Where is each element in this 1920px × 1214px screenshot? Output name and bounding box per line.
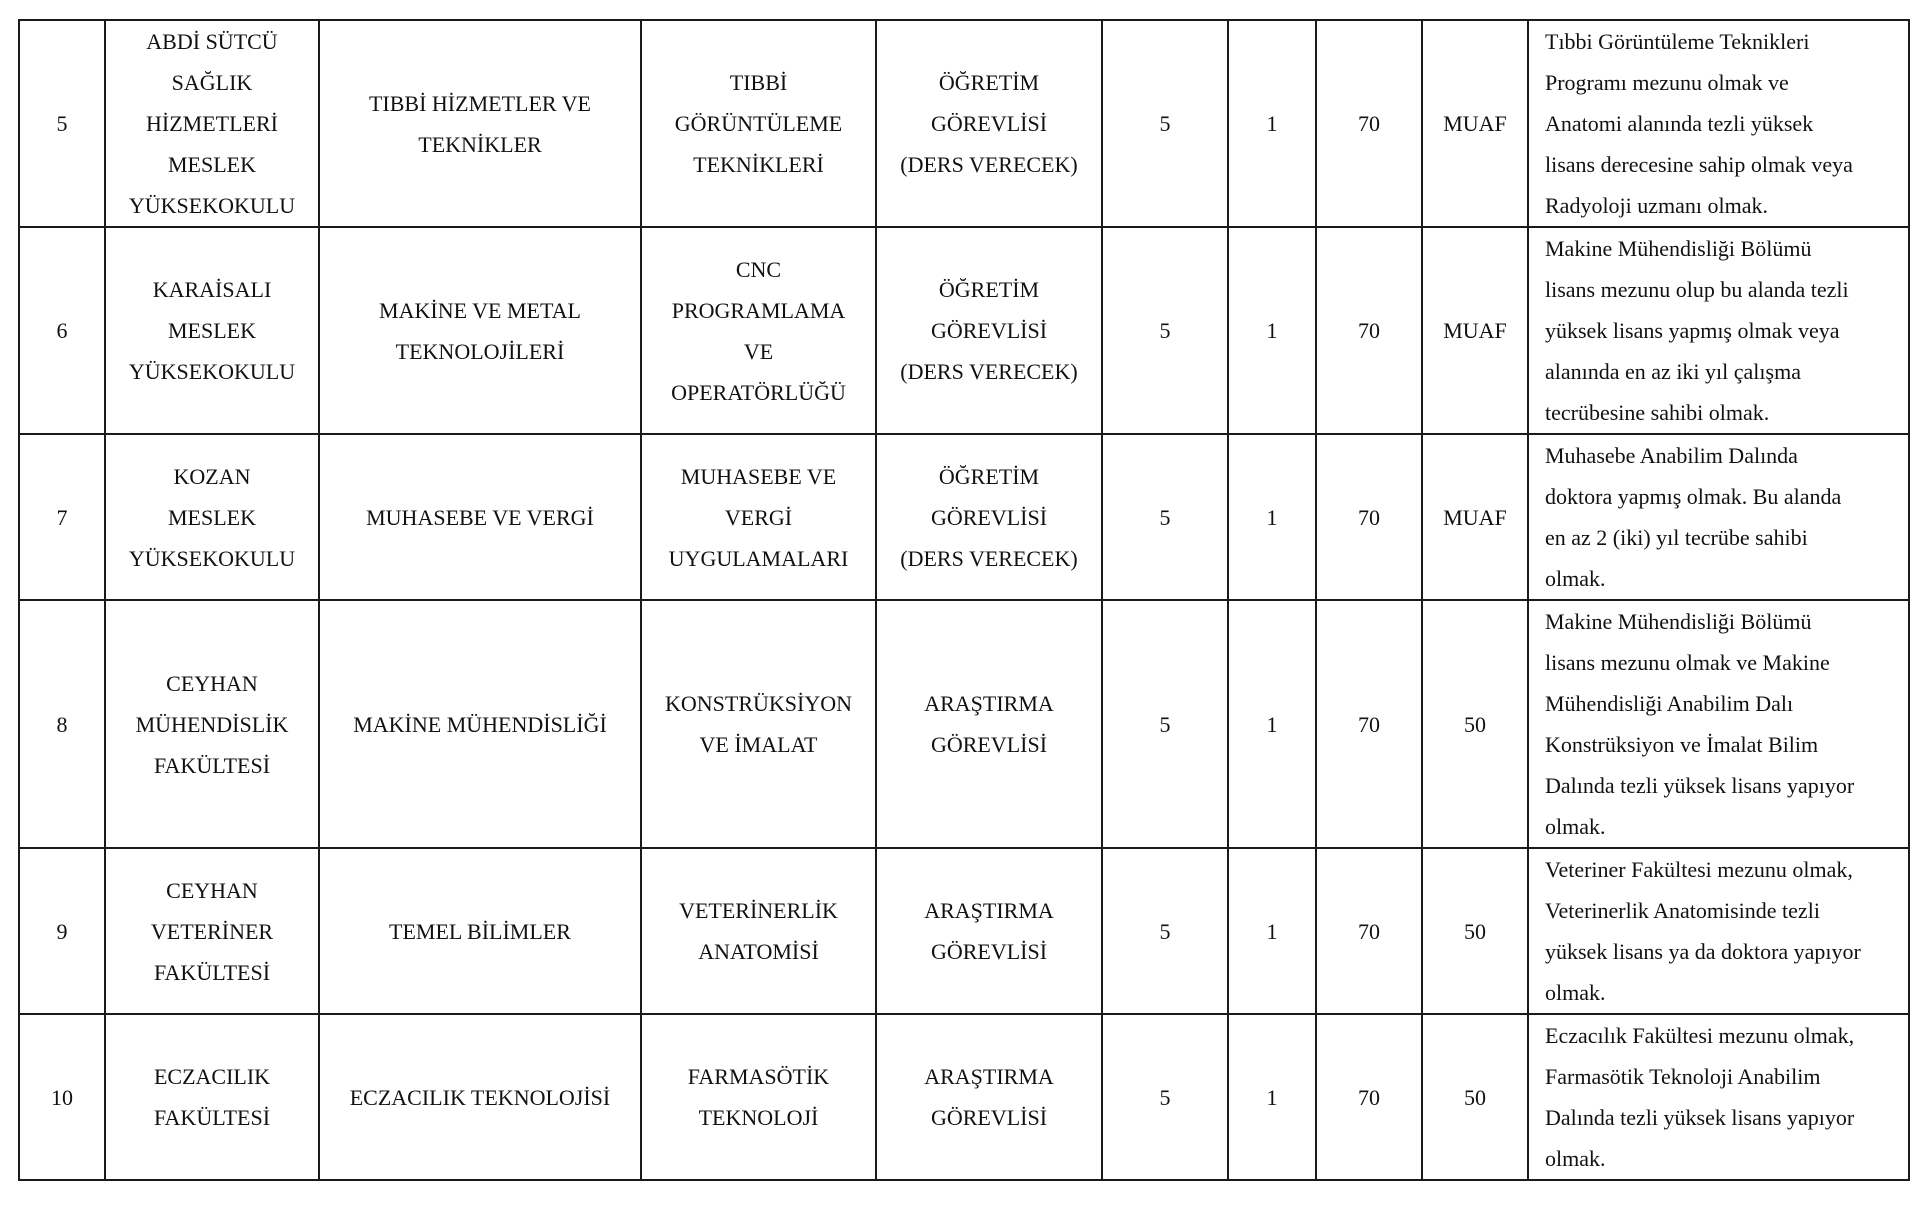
degree-cell: [1102, 227, 1228, 434]
requirements-cell: [1528, 600, 1909, 848]
unit-line: MESLEK: [168, 318, 256, 343]
department-line: TEKNİKLER: [418, 131, 542, 157]
count-cell: [1228, 600, 1316, 848]
unit-line: KOZAN: [173, 463, 251, 489]
program-cell: [641, 600, 876, 848]
department-line: MAKİNE VE METAL: [379, 297, 581, 323]
requirements-line: lisans derecesine sahip olmak veya: [1545, 152, 1853, 177]
count-value: 1: [1266, 918, 1278, 944]
language-score-value: 50: [1464, 1084, 1486, 1110]
requirements-line: lisans mezunu olmak ve Makine: [1545, 650, 1830, 675]
count-cell: [1228, 1014, 1316, 1180]
row-number-cell: [19, 1014, 105, 1180]
unit-line: MÜHENDİSLİK: [135, 711, 289, 737]
degree-value: 5: [1159, 318, 1171, 343]
unit-line: VETERİNER: [150, 918, 274, 944]
requirements-line: Veterinerlik Anatomisinde tezli: [1545, 898, 1820, 923]
program-cell: [641, 434, 876, 600]
unit-line: KARAİSALI: [152, 277, 272, 302]
requirements-line: Makine Mühendisliği Bölümü: [1545, 236, 1812, 261]
degree-value: 5: [1159, 918, 1171, 944]
requirements-line: en az 2 (iki) yıl tecrübe sahibi: [1545, 525, 1808, 550]
count-value: 1: [1266, 318, 1278, 343]
language-score-value: MUAF: [1443, 504, 1507, 530]
position-title-cell: [876, 227, 1102, 434]
unit-line: CEYHAN: [166, 670, 258, 696]
position-title-cell: [876, 20, 1102, 227]
department-cell: [319, 434, 641, 600]
language-score-value: 50: [1464, 711, 1486, 737]
department-cell: [319, 20, 641, 227]
position-title-line: GÖREVLİSİ: [930, 111, 1048, 136]
position-title-cell: [876, 600, 1102, 848]
program-line: MUHASEBE VE: [680, 463, 837, 489]
unit-line: YÜKSEKOKULU: [128, 359, 296, 384]
ales-score-cell: [1316, 848, 1422, 1014]
ales-score-value: 70: [1358, 111, 1380, 136]
requirements-cell: [1528, 227, 1909, 434]
language-score-cell: [1422, 600, 1528, 848]
program-line: ANATOMİSİ: [698, 939, 819, 964]
unit-cell: [105, 227, 319, 434]
requirements-line: Makine Mühendisliği Bölümü: [1545, 609, 1812, 634]
unit-line: YÜKSEKOKULU: [128, 193, 296, 218]
position-title-line: (DERS VERECEK): [900, 545, 1078, 571]
unit-cell: [105, 434, 319, 600]
count-cell: [1228, 227, 1316, 434]
row-number-value: 5: [56, 111, 68, 136]
row-number-cell: [19, 227, 105, 434]
position-title-cell: [876, 848, 1102, 1014]
unit-line: HİZMETLERİ: [146, 111, 278, 136]
program-line: FARMASÖTİK: [687, 1064, 830, 1089]
position-title-line: ARAŞTIRMA: [924, 691, 1054, 716]
position-title-cell: [876, 434, 1102, 600]
ales-score-cell: [1316, 600, 1422, 848]
position-title-line: ÖĞRETİM: [938, 463, 1040, 489]
ales-score-cell: [1316, 20, 1422, 227]
department-cell: [319, 1014, 641, 1180]
position-title-line: ARAŞTIRMA: [924, 898, 1054, 923]
requirements-line: Veteriner Fakültesi mezunu olmak,: [1545, 857, 1853, 882]
department-line: MAKİNE MÜHENDİSLİĞİ: [353, 711, 607, 737]
unit-line: FAKÜLTESİ: [153, 752, 271, 778]
position-title-line: GÖREVLİSİ: [930, 732, 1048, 757]
position-title-line: ÖĞRETİM: [938, 70, 1040, 95]
requirements-line: lisans mezunu olup bu alanda tezli: [1545, 277, 1849, 302]
requirements-line: olmak.: [1545, 814, 1606, 839]
department-line: MUHASEBE VE VERGİ: [366, 504, 594, 530]
unit-line: FAKÜLTESİ: [153, 1105, 271, 1130]
requirements-line: Konstrüksiyon ve İmalat Bilim: [1545, 732, 1819, 757]
requirements-line: Radyoloji uzmanı olmak.: [1545, 193, 1769, 218]
ales-score-cell: [1316, 227, 1422, 434]
unit-line: MESLEK: [168, 504, 256, 530]
count-value: 1: [1266, 111, 1278, 136]
row-number-cell: [19, 434, 105, 600]
unit-cell: [105, 848, 319, 1014]
degree-value: 5: [1159, 711, 1171, 737]
unit-cell: [105, 1014, 319, 1180]
position-title-line: (DERS VERECEK): [900, 359, 1078, 384]
requirements-line: tecrübesine sahibi olmak.: [1545, 400, 1770, 425]
count-cell: [1228, 434, 1316, 600]
unit-line: SAĞLIK: [171, 70, 253, 95]
row-number-value: 6: [56, 318, 68, 343]
language-score-value: MUAF: [1443, 318, 1507, 343]
position-title-line: GÖREVLİSİ: [930, 1105, 1048, 1130]
degree-cell: [1102, 434, 1228, 600]
requirements-line: doktora yapmış olmak. Bu alanda: [1545, 484, 1842, 509]
row-number-value: 10: [51, 1084, 73, 1110]
row-number-cell: [19, 600, 105, 848]
unit-cell: [105, 600, 319, 848]
count-value: 1: [1266, 504, 1278, 530]
ales-score-value: 70: [1358, 1084, 1380, 1110]
program-line: VETERİNERLİK: [679, 898, 838, 923]
table-row: [19, 227, 1909, 434]
degree-cell: [1102, 1014, 1228, 1180]
positions-table: [18, 19, 1910, 1181]
requirements-line: yüksek lisans yapmış olmak veya: [1545, 318, 1840, 343]
unit-cell: [105, 20, 319, 227]
program-line: TIBBİ: [729, 70, 788, 95]
row-number-value: 8: [56, 711, 68, 737]
unit-line: ECZACILIK: [153, 1064, 271, 1089]
program-line: CNC: [735, 256, 782, 282]
department-cell: [319, 600, 641, 848]
language-score-cell: [1422, 1014, 1528, 1180]
department-line: TEKNOLOJİLERİ: [395, 338, 565, 364]
requirements-cell: [1528, 1014, 1909, 1180]
program-line: OPERATÖRLÜĞÜ: [671, 379, 846, 405]
requirements-line: Programı mezunu olmak ve: [1545, 70, 1789, 95]
ales-score-cell: [1316, 1014, 1422, 1180]
requirements-line: Muhasebe Anabilim Dalında: [1545, 443, 1798, 468]
program-line: TEKNİKLERİ: [693, 152, 824, 177]
position-title-line: GÖREVLİSİ: [930, 504, 1048, 530]
table-row: [19, 20, 1909, 227]
ales-score-cell: [1316, 434, 1422, 600]
requirements-cell: [1528, 434, 1909, 600]
requirements-line: Farmasötik Teknoloji Anabilim: [1545, 1064, 1821, 1089]
degree-value: 5: [1159, 111, 1171, 136]
position-title-line: GÖREVLİSİ: [930, 939, 1048, 964]
degree-cell: [1102, 600, 1228, 848]
position-title-line: (DERS VERECEK): [900, 152, 1078, 177]
unit-line: MESLEK: [168, 152, 256, 177]
department-line: ECZACILIK TEKNOLOJİSİ: [349, 1084, 611, 1110]
count-cell: [1228, 848, 1316, 1014]
requirements-cell: [1528, 20, 1909, 227]
program-cell: [641, 848, 876, 1014]
row-number-cell: [19, 848, 105, 1014]
row-number-value: 7: [56, 504, 68, 530]
requirements-line: olmak.: [1545, 980, 1606, 1005]
unit-line: FAKÜLTESİ: [153, 959, 271, 985]
department-line: TEMEL BİLİMLER: [389, 918, 571, 944]
program-line: VERGİ: [724, 504, 793, 530]
degree-value: 5: [1159, 1084, 1171, 1110]
positions-table-body: [19, 20, 1909, 1180]
unit-line: ABDİ SÜTCÜ: [146, 29, 278, 54]
requirements-cell: [1528, 848, 1909, 1014]
unit-line: YÜKSEKOKULU: [128, 545, 296, 571]
requirements-line: Anatomi alanında tezli yüksek: [1545, 111, 1814, 136]
degree-value: 5: [1159, 504, 1171, 530]
table-row: [19, 848, 1909, 1014]
program-line: GÖRÜNTÜLEME: [674, 111, 843, 136]
unit-line: CEYHAN: [166, 877, 258, 903]
position-title-line: ÖĞRETİM: [938, 277, 1040, 302]
language-score-value: 50: [1464, 918, 1486, 944]
ales-score-value: 70: [1358, 318, 1380, 343]
ales-score-value: 70: [1358, 918, 1380, 944]
program-cell: [641, 227, 876, 434]
language-score-cell: [1422, 848, 1528, 1014]
department-cell: [319, 227, 641, 434]
program-cell: [641, 20, 876, 227]
position-title-line: GÖREVLİSİ: [930, 318, 1048, 343]
position-title-cell: [876, 1014, 1102, 1180]
requirements-line: alanında en az iki yıl çalışma: [1545, 359, 1801, 384]
program-line: PROGRAMLAMA: [671, 297, 846, 323]
requirements-line: olmak.: [1545, 566, 1606, 591]
language-score-cell: [1422, 227, 1528, 434]
requirements-line: Dalında tezli yüksek lisans yapıyor: [1545, 773, 1855, 798]
row-number-value: 9: [56, 918, 68, 944]
ales-score-value: 70: [1358, 711, 1380, 737]
count-value: 1: [1266, 711, 1278, 737]
degree-cell: [1102, 848, 1228, 1014]
requirements-line: Dalında tezli yüksek lisans yapıyor: [1545, 1105, 1855, 1130]
department-line: TIBBİ HİZMETLER VE: [368, 90, 591, 116]
program-line: KONSTRÜKSİYON: [664, 691, 852, 716]
count-cell: [1228, 20, 1316, 227]
requirements-line: olmak.: [1545, 1146, 1606, 1171]
table-row: [19, 434, 1909, 600]
department-cell: [319, 848, 641, 1014]
requirements-line: Tıbbi Görüntüleme Teknikleri: [1545, 29, 1810, 54]
program-line: UYGULAMALARI: [668, 545, 849, 571]
program-cell: [641, 1014, 876, 1180]
program-line: VE İMALAT: [699, 732, 818, 757]
requirements-line: Eczacılık Fakültesi mezunu olmak,: [1545, 1023, 1855, 1048]
position-title-line: ARAŞTIRMA: [924, 1064, 1054, 1089]
table-row: [19, 1014, 1909, 1180]
row-number-cell: [19, 20, 105, 227]
program-line: VE: [743, 338, 774, 364]
program-line: TEKNOLOJİ: [698, 1105, 819, 1130]
ales-score-value: 70: [1358, 504, 1380, 530]
count-value: 1: [1266, 1084, 1278, 1110]
requirements-line: yüksek lisans ya da doktora yapıyor: [1545, 939, 1861, 964]
degree-cell: [1102, 20, 1228, 227]
requirements-line: Mühendisliği Anabilim Dalı: [1545, 691, 1794, 716]
language-score-cell: [1422, 20, 1528, 227]
language-score-cell: [1422, 434, 1528, 600]
language-score-value: MUAF: [1443, 111, 1507, 136]
table-row: [19, 600, 1909, 848]
